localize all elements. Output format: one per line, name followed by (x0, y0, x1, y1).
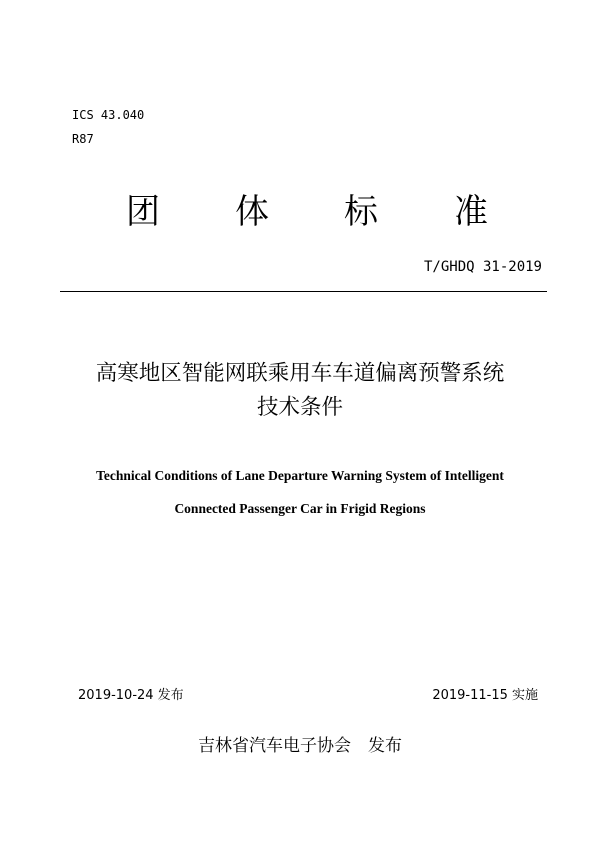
category-char: 标 (344, 192, 378, 232)
implementation-date: 2019-11-15 实施 (432, 688, 538, 703)
category-char: 体 (235, 192, 269, 232)
english-title-line1: Technical Conditions of Lane Departure Warning System of Intelligent (96, 468, 504, 483)
header-divider (60, 291, 547, 292)
category-char: 团 (126, 192, 160, 232)
ccs-code: R87 (72, 132, 94, 146)
issue-date: 2019-10-24 发布 (78, 688, 184, 703)
category-char: 准 (454, 192, 488, 232)
standard-number: T/GHDQ 31-2019 (423, 259, 542, 275)
english-title-line2: Connected Passenger Car in Frigid Regions (174, 501, 426, 516)
publisher: 吉林省汽车电子协会 发布 (198, 736, 402, 756)
chinese-title-line1: 高寒地区智能网联乘用车车道偏离预警系统 (95, 361, 505, 386)
chinese-title-line2: 技术条件 (256, 395, 343, 420)
ics-code: ICS 43.040 (72, 108, 145, 122)
